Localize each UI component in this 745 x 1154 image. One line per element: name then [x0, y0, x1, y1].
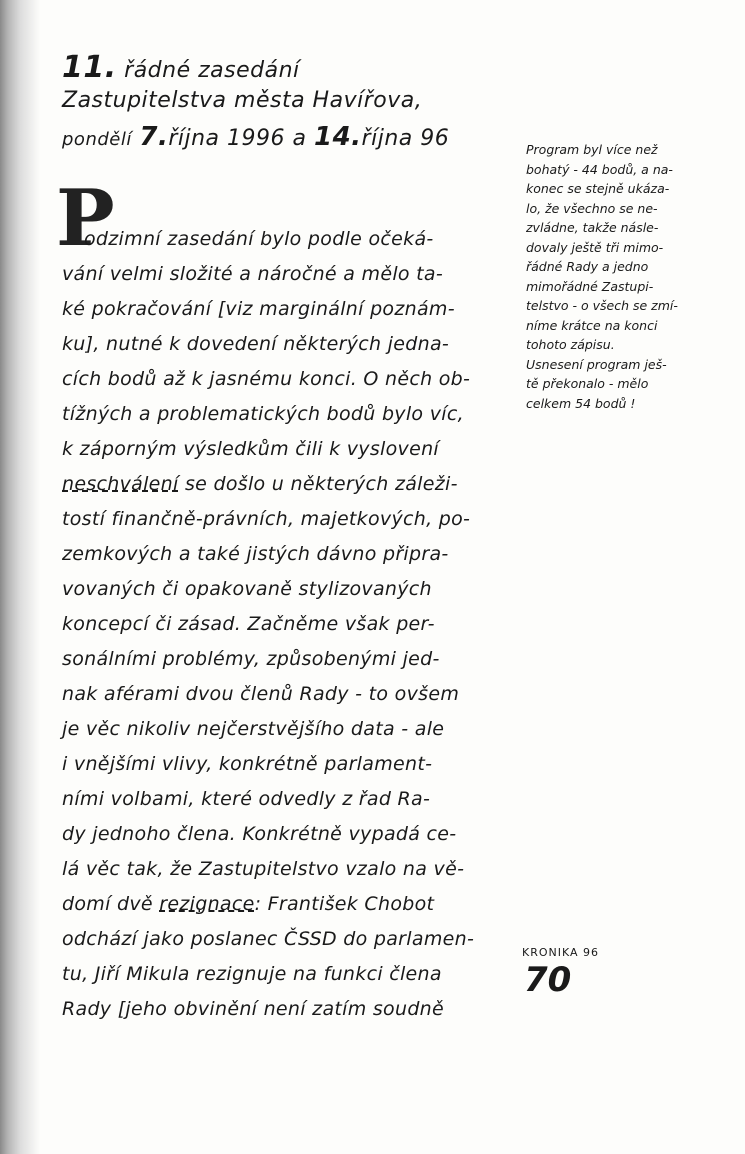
- margin-note-line: zvládne, takže násle-: [526, 220, 659, 235]
- body-line: je věc nikoliv nejčerstvějšího data - ale: [62, 718, 445, 740]
- body-line: ku], nutné k dovedení některých jedna-: [62, 333, 450, 355]
- margin-note-line: konec se stejně ukáza-: [526, 181, 670, 196]
- body-line: odchází jako poslanec ČSSD do parlamen-: [62, 928, 475, 950]
- heading-day-1: 7.: [139, 122, 169, 152]
- margin-note-line: tohoto zápisu.: [526, 337, 615, 352]
- body-line: cích bodů až k jasnému konci. O něch ob-: [62, 368, 471, 390]
- body-line: Rady [jeho obvinění není zatím soudně: [62, 998, 445, 1020]
- margin-note-line: telstvo - o všech se zmí-: [526, 298, 678, 313]
- heading-line-2: Zastupitelstva města Havířova,: [62, 88, 423, 113]
- heading-line-3: [62, 122, 449, 152]
- body-line: [62, 887, 522, 922]
- body-line: lá věc tak, že Zastupitelstvo vzalo na vě-: [62, 858, 465, 880]
- body-line: dy jednoho člena. Konkrétně vypadá ce-: [62, 823, 457, 845]
- body-line: tostí finančně-právních, majetkových, po-: [62, 508, 471, 530]
- margin-note-line: lo, že všechno se ne-: [526, 200, 658, 216]
- margin-note-line: celkem 54 bodů !: [526, 395, 636, 411]
- margin-note-line: níme krátce na konci: [526, 317, 658, 333]
- body-line: zemkových a také jistých dávno připra-: [62, 543, 449, 565]
- body-line: vání velmi složité a náročné a mělo ta-: [62, 263, 444, 285]
- body-line-text: domí dvě: [62, 893, 153, 915]
- body-line: sonálními problémy, způsobenými jed-: [62, 648, 440, 670]
- underlined-word: rezignace: [159, 893, 255, 915]
- body-line: vovaných či opakovaně stylizovaných: [62, 578, 432, 600]
- margin-note: [526, 140, 736, 413]
- body-line-text: : František Chobot: [254, 893, 435, 915]
- margin-note-line: mimořádné Zastupi-: [526, 278, 654, 294]
- heading-date-mid: října 1996 a: [168, 126, 307, 151]
- body-line: odzimní zasedání bylo podle očeká-: [84, 228, 434, 250]
- heading-weekday: pondělí: [62, 129, 132, 150]
- margin-note-line: Program byl více než: [526, 142, 658, 157]
- body-line: tížných a problematických bodů bylo víc,: [62, 403, 464, 425]
- body-line: k záporným výsledkům čili k vyslovení: [62, 438, 440, 460]
- margin-note-line: řádné Rady a jedno: [526, 259, 649, 274]
- body-line: [62, 467, 522, 502]
- page-binding-shadow: [0, 0, 40, 1154]
- heading-line-1: [62, 50, 300, 85]
- margin-note-line: bohatý - 44 bodů, a na-: [526, 161, 673, 177]
- body-line: nak aférami dvou členů Rady - to ovšem: [62, 683, 460, 705]
- chronicle-label: KRONIKA 96: [522, 946, 600, 959]
- body-line: ními volbami, které odvedly z řad Ra-: [62, 788, 431, 810]
- heading-text-1: řádné zasedání: [124, 58, 300, 83]
- body-text: [62, 222, 522, 1027]
- margin-note-line: dovaly ještě tři mimo-: [526, 239, 664, 255]
- body-line: ké pokračování [viz marginální poznám-: [62, 298, 455, 320]
- margin-note-line: tě překonalo - mělo: [526, 376, 649, 391]
- heading-date-end: října 96: [361, 126, 450, 151]
- underlined-word: neschválení: [62, 473, 179, 495]
- body-line: tu, Jiří Mikula rezignuje na funkci člena: [62, 963, 442, 985]
- body-line: koncepcí či zásad. Začněme však per-: [62, 613, 435, 635]
- session-number: 11.: [62, 50, 117, 85]
- margin-note-line: Usnesení program ješ-: [526, 356, 667, 372]
- body-line-text: se došlo u některých záleži-: [184, 473, 458, 495]
- page-number: 70: [524, 960, 572, 1000]
- drop-cap: P: [56, 173, 115, 264]
- heading-day-2: 14.: [313, 122, 362, 152]
- body-line: i vnějšími vlivy, konkrétně parlament-: [62, 753, 433, 775]
